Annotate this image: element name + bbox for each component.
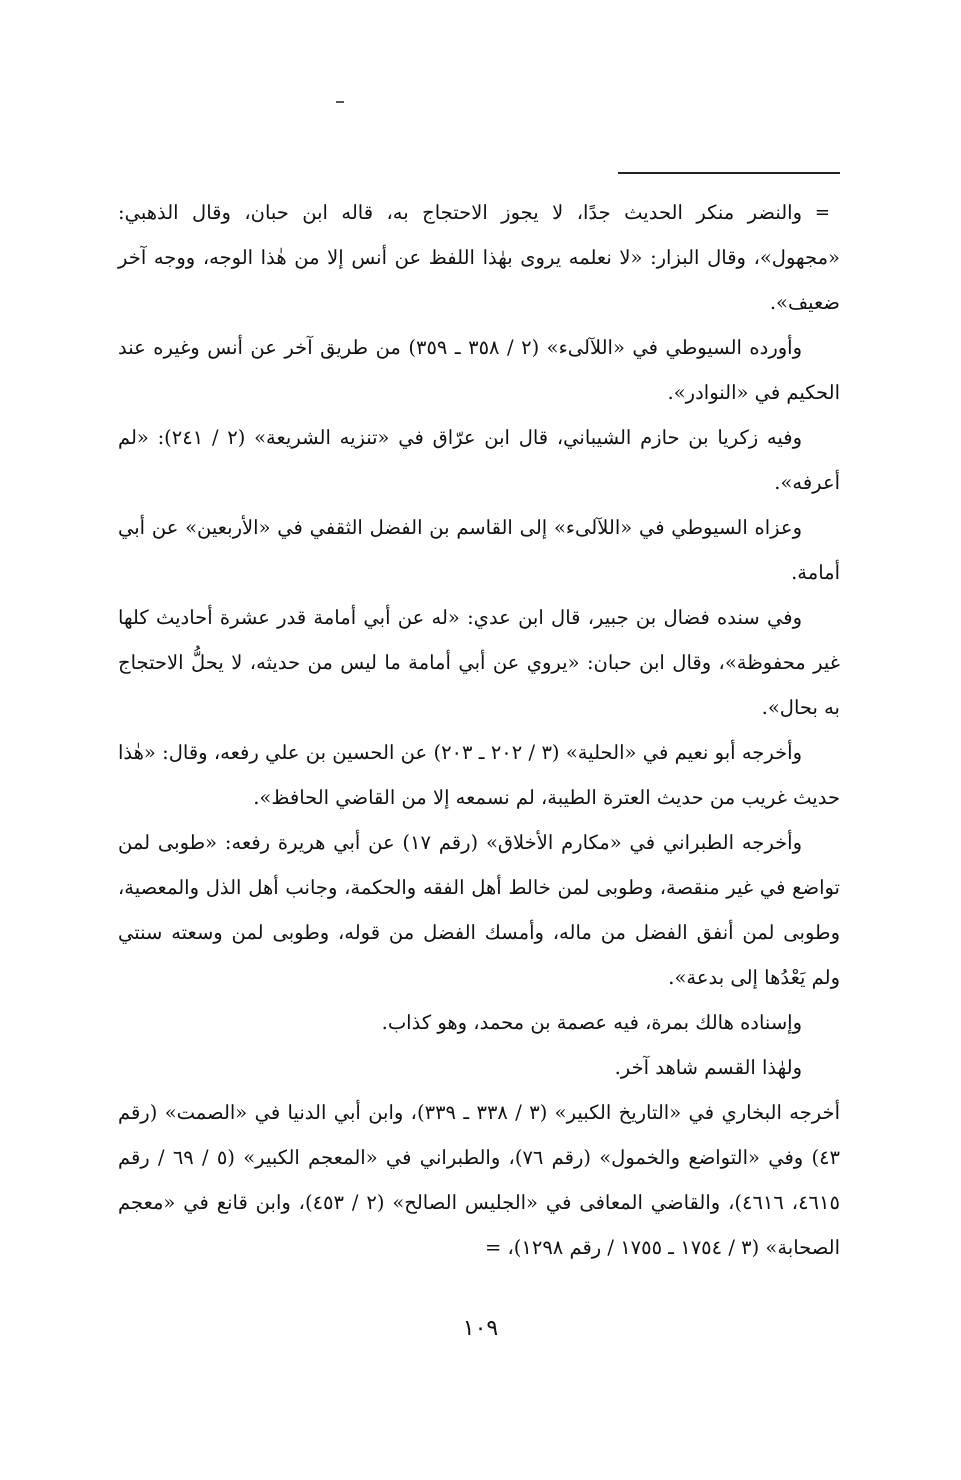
paragraph-8: وإسناده هالك بمرة، فيه عصمة بن محمد، وهو كذاب. [381,1011,802,1034]
paragraph-2: وأورده السيوطي في «اللآلىء» (٢ / ٣٥٨ ـ ٣٥٩) من طريق آخر عن أنس وغيره عند الحكيم في «النوادر». [118,336,840,404]
paragraph-10: أخرجه البخاري في «التاريخ الكبير» (٣ / ٣٣٨ ـ ٣٣٩)، وابن أبي الدنيا في «الصمت» (رقم ٤٣) وفي «التواضع والخمول» (رقم ٧٦)، والطبراني في «المعجم الكبير» (٥ / ٦٩ / رقم ٤٦١٥، ٤٦١٦)، والقاضي المعافى في «الجليس الصالح» (٢ / ٤٥٣)، وابن قانع في «معجم الصحابة» (٣ / ١٧٥٤ ـ ١٧٥٥ / رقم ١٢٩٨)، = [118,1101,841,1259]
footnote-rule [618,172,840,174]
paragraph-9: ولهٰذا القسم شاهد آخر. [614,1056,802,1079]
paragraph-7: وأخرجه الطبراني في «مكارم الأخلاق» (رقم ١٧) عن أبي هريرة رفعه: «طوبى لمن تواضع في غير منقصة، وطوبى لمن خالط أهل الفقه والحكمة، وجانب أهل الذل والمعصية، وطوبى لمن أنفق الفضل من ماله، وأمسك الفضل من قوله، وطوبى لمن وسعته سنتي ولم يَعْدُها إلى بدعة». [118,831,840,989]
paragraph-1 [118,190,840,325]
stray-mark [336,101,344,103]
paragraph-4: وعزاه السيوطي في «اللآلىء» إلى القاسم بن الفضل الثقفي في «الأربعين» عن أبي أمامة. [118,516,840,584]
page-number: ١٠٩ [462,1316,499,1341]
paragraph-3: وفيه زكريا بن حازم الشيباني، قال ابن عرّاق في «تنزيه الشريعة» (٢ / ٢٤١): «لم أعرفه». [118,426,840,494]
paragraph-6: وأخرجه أبو نعيم في «الحلية» (٣ / ٢٠٢ ـ ٢٠٣) عن الحسين بن علي رفعه، وقال: «هٰذا حديث غريب من حديث العترة الطيبة، لم نسمعه إلا من القاضي الحافظ». [118,741,840,809]
paragraph-5: وفي سنده فضال بن جبير، قال ابن عدي: «له عن أبي أمامة قدر عشرة أحاديث كلها غير محفوظة»، وقال ابن حبان: «يروي عن أبي أمامة ما ليس من حديثه، لا يحلُّ الاحتجاج به بحال». [118,606,840,719]
continuation-marker: = [814,202,830,223]
footnote-text [118,190,840,1270]
paragraph-text: والنضر منكر الحديث جدًا، لا يجوز الاحتجاج به، قاله ابن حبان، وقال الذهبي: «مجهول»، وقال البزار: «لا نعلمه يروى بهٰذا اللفظ عن أنس إلا من هٰذا الوجه، ووجه آخر ضعيف». [118,201,840,314]
